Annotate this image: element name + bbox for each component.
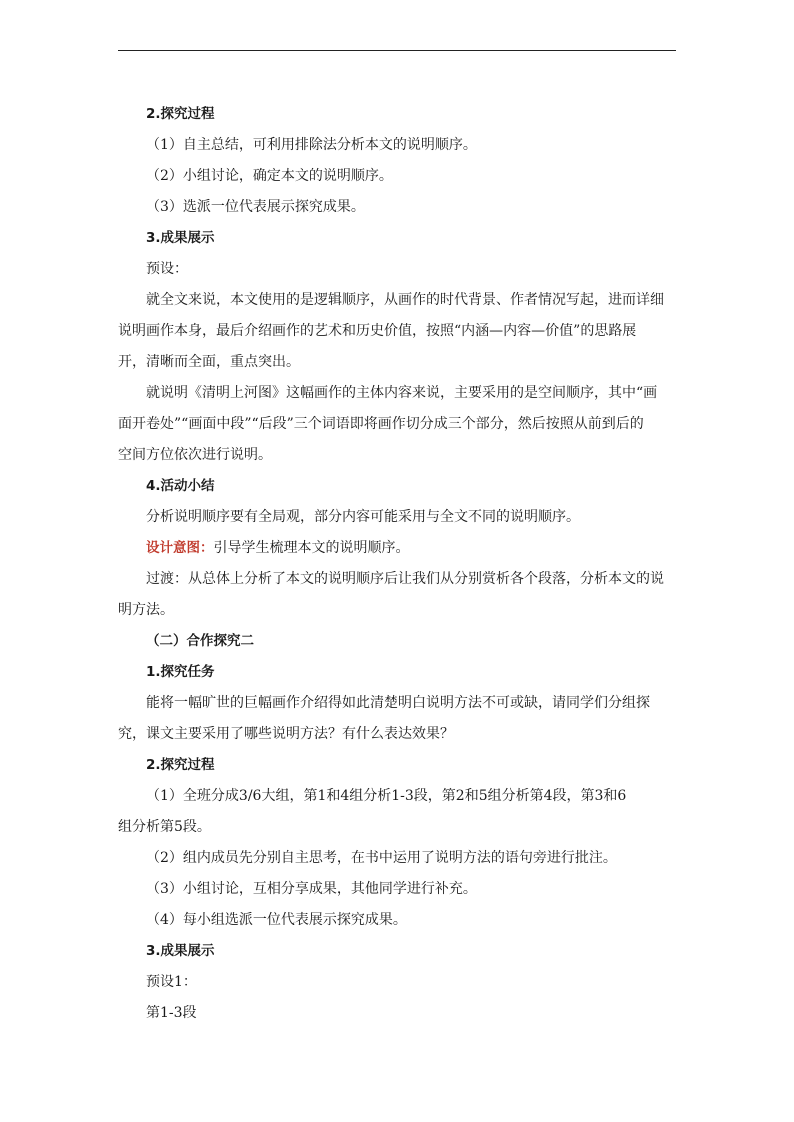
paragraph: 分析说明顺序要有全局观，部分内容可能采用与全文不同的说明顺序。 [146,509,580,525]
heading-results: 3.成果展示 [146,230,215,246]
paragraph: （3）小组讨论，互相分享成果，其他同学进行补充。 [146,881,477,897]
paragraph: 第1-3段 [146,1005,197,1021]
design-intent-label: 设计意图： [146,540,214,556]
paragraph: 就说明《清明上河图》这幅画作的主体内容来说，主要采用的是空间顺序，其中“画 [146,385,658,401]
paragraph-continued: 究，课文主要采用了哪些说明方法？有什么表达效果？ [118,726,454,742]
paragraph-continued: 说明画作本身，最后介绍画作的艺术和历史价值，按照“内涵—内容—价值”的思路展 [118,323,637,339]
header-rule [118,50,676,51]
heading-results-2: 3.成果展示 [146,943,215,959]
paragraph: 预设1： [146,974,197,990]
paragraph: （3）选派一位代表展示探究成果。 [146,199,365,215]
document-body [118,99,678,1029]
paragraph-continued: 明方法。 [118,602,174,618]
heading-activity-summary: 4.活动小结 [146,478,215,494]
paragraph-continued: 空间方位依次进行说明。 [118,447,272,463]
paragraph: 过渡：从总体上分析了本文的说明顺序后让我们从分别赏析各个段落，分析本文的说 [146,571,664,587]
paragraph: （2）小组讨论，确定本文的说明顺序。 [146,168,393,184]
paragraph: 能将一幅旷世的巨幅画作介绍得如此清楚明白说明方法不可或缺，请同学们分组探 [146,695,650,711]
design-intent-line [118,533,678,564]
heading-explore-task: 1.探究任务 [146,664,215,680]
paragraph-continued: 开，清晰而全面，重点突出。 [118,354,300,370]
paragraph: （1）自主总结，可利用排除法分析本文的说明顺序。 [146,137,477,153]
paragraph: （4）每小组选派一位代表展示探究成果。 [146,912,407,928]
paragraph-continued: 面开卷处”“画面中段”“后段”三个词语即将画作切分成三个部分，然后按照从前到后的 [118,416,644,432]
section-heading-cooperative-2: （二）合作探究二 [146,633,254,649]
paragraph: （2）组内成员先分别自主思考，在书中运用了说明方法的语句旁进行批注。 [146,850,617,866]
design-intent-text: 引导学生梳理本文的说明顺序。 [213,540,410,556]
paragraph: 就全文来说，本文使用的是逻辑顺序，从画作的时代背景、作者情况写起，进而详细 [146,292,664,308]
heading-explore-process: 2.探究过程 [146,106,215,122]
paragraph: （1）全班分成3/6大组，第1和4组分析1-3段，第2和5组分析第4段，第3和6 [146,788,627,804]
heading-explore-process-2: 2.探究过程 [146,757,215,773]
paragraph-continued: 组分析第5段。 [118,819,211,835]
paragraph: 预设： [146,261,188,277]
